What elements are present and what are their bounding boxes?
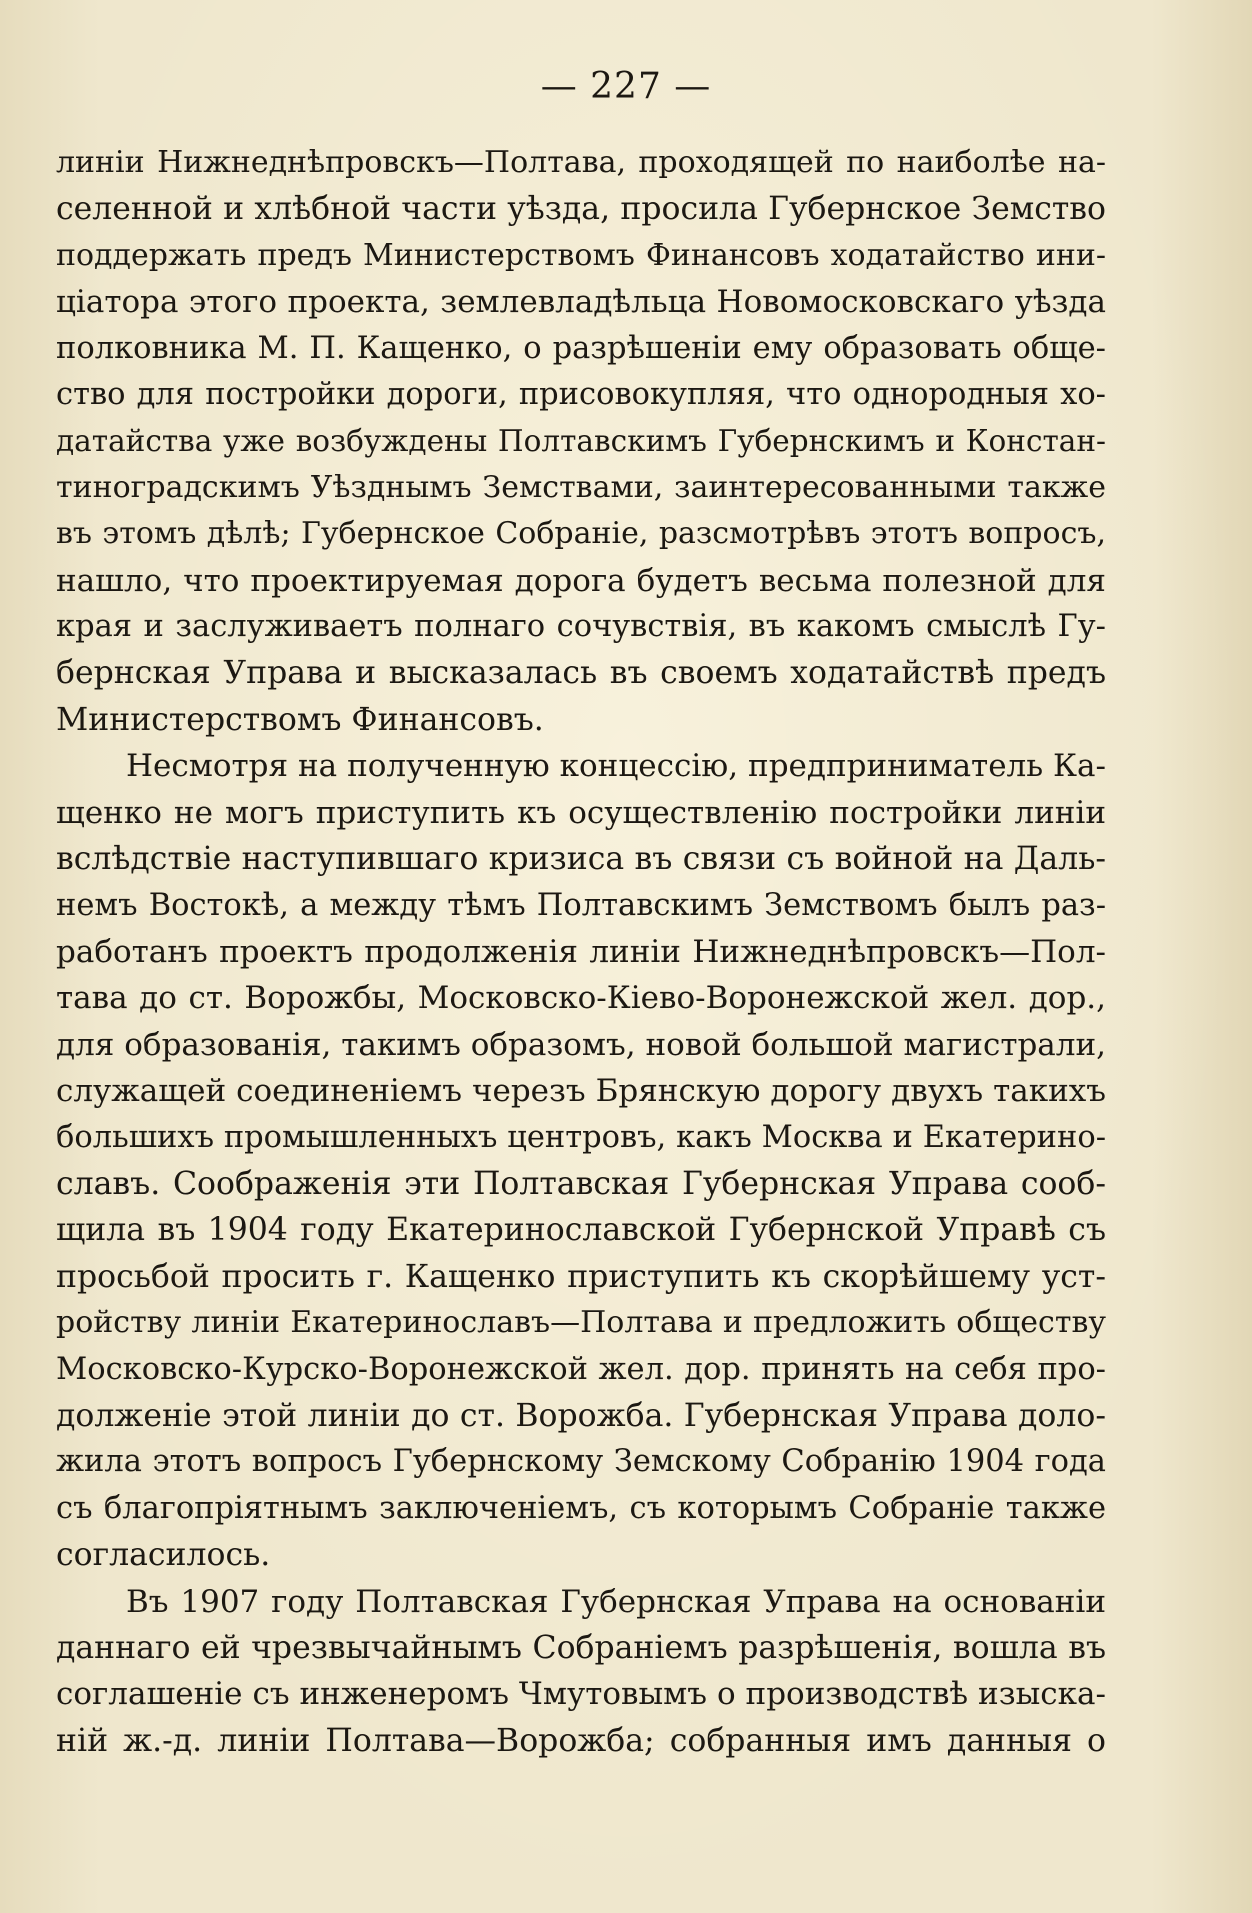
text-line: Несмотря на полученную концессію, предприниматель Ка- (126, 748, 1106, 785)
text-line: просьбой просить г. Кащенко приступить къ скорѣйшему уст- (56, 1258, 1106, 1295)
text-line: тиноградскимъ Уѣзднымъ Земствами, заинтересованными также (56, 469, 1106, 505)
text-line: щенко не могъ приступить къ осуществленію постройки линіи (56, 794, 1106, 831)
text-line: служащей соединеніемъ черезъ Брянскую дорогу двухъ такихъ (56, 1073, 1106, 1110)
text-line: полковника М. П. Кащенко, о разрѣшеніи ему образовать обще- (56, 330, 1106, 366)
text-line: большихъ промышленныхъ центровъ, какъ Москва и Екатерино- (56, 1119, 1106, 1155)
paragraph-1 (56, 140, 1106, 743)
text-line: съ благопріятнымъ заключеніемъ, съ которымъ Собраніе также (56, 1490, 1106, 1526)
text-line: вслѣдствіе наступившаго кризиса въ связи съ войной на Даль- (56, 841, 1106, 878)
text-line: Въ 1907 году Полтавская Губернская Управа на основаніи (126, 1583, 1106, 1620)
page-number: — 227 — (540, 66, 712, 107)
text-line: немъ Востокѣ, а между тѣмъ Полтавскимъ Земствомъ былъ раз- (56, 887, 1106, 923)
text-line: нашло, что проектируемая дорога будетъ весьма полезной для (56, 562, 1106, 599)
text-line: Московско-Курско-Воронежской жел. дор. принять на себя про- (56, 1351, 1106, 1387)
text-line: края и заслуживаетъ полнаго сочувствія, въ какомъ смыслѣ Гу- (56, 609, 1106, 645)
text-line: даннаго ей чрезвычайнымъ Собраніемъ разрѣшенія, вошла въ (56, 1630, 1106, 1666)
text-line: датайства уже возбуждены Полтавскимъ Губернскимъ и Констан- (56, 424, 1106, 459)
text-line: линіи Нижнеднѣпровскъ—Полтава, проходящей по наиболѣе на- (56, 145, 1106, 180)
text-line: ній ж.-д. линіи Полтава—Ворожба; собранныя имъ данныя о (56, 1722, 1106, 1759)
text-line: славъ. Соображенія эти Полтавская Губернская Управа сооб- (56, 1165, 1106, 1202)
text-line: въ этомъ дѣлѣ; Губернское Собраніе, разсмотрѣвъ этотъ вопросъ, (56, 516, 1106, 552)
text-line: щила въ 1904 году Екатеринославской Губернской Управѣ съ (56, 1212, 1106, 1249)
text-line: работанъ проектъ продолженія линіи Нижнеднѣпровскъ—Пол- (56, 933, 1106, 970)
text-line: для образованія, такимъ образомъ, новой большой магистрали, (56, 1026, 1106, 1063)
text-line: селенной и хлѣбной части уѣзда, просила Губернское Земство (56, 191, 1106, 228)
text-line: тава до ст. Ворожбы, Московско-Кіево-Воронежской жел. дор., (56, 980, 1106, 1017)
paragraph-2 (56, 743, 1106, 1578)
text-line: Министерствомъ Финансовъ. (56, 701, 544, 738)
text-line: ство для постройки дороги, присовокупляя, что однородныя хо- (56, 377, 1106, 413)
paragraph-3 (56, 1579, 1106, 1765)
text-line: ройству линіи Екатеринославъ—Полтава и предложить обществу (56, 1305, 1106, 1341)
text-line: согласилось. (56, 1537, 271, 1574)
text-line: соглашеніе съ инженеромъ Чмутовымъ о производствѣ изыска- (56, 1676, 1106, 1713)
text-line: ціатора этого проекта, землевладѣльца Новомосковскаго уѣзда (56, 284, 1106, 321)
body-text (56, 140, 1106, 1764)
text-line: поддержать предъ Министерствомъ Финансовъ ходатайство ини- (56, 237, 1106, 273)
text-line: долженіе этой линіи до ст. Ворожба. Губернская Управа доло- (56, 1397, 1106, 1434)
text-line: жила этотъ вопросъ Губернскому Земскому Собранію 1904 года (56, 1444, 1106, 1480)
text-line: бернская Управа и высказалась въ своемъ ходатайствѣ предъ (56, 655, 1106, 692)
